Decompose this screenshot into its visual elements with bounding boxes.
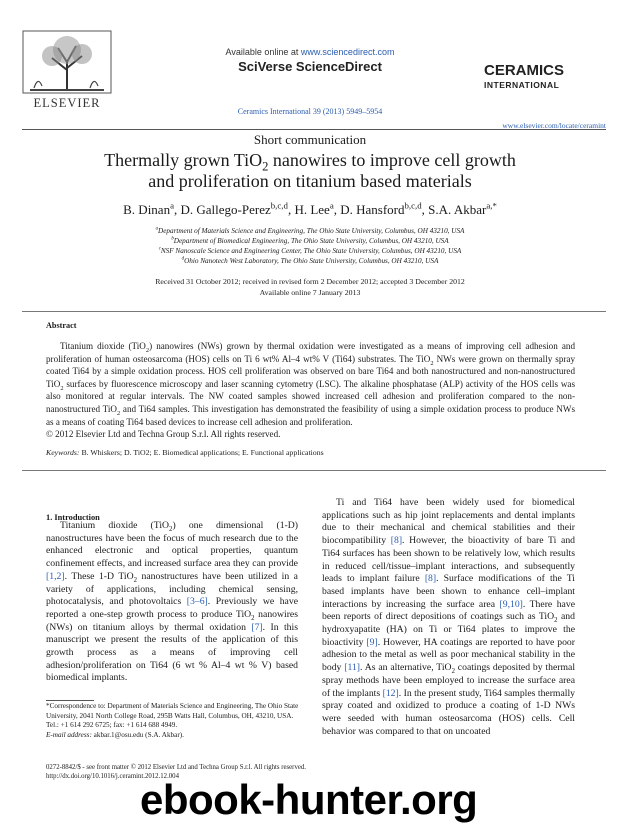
available-online-line bbox=[0, 47, 620, 57]
section-type: Short communication bbox=[253, 132, 367, 147]
intro-left-column bbox=[46, 520, 298, 685]
journal-url-link[interactable]: www.elsevier.com/locate/ceramint bbox=[502, 121, 606, 130]
intro-paragraph: Ti and Ti64 have been widely used for biomedical applications such as hip joint replacements and dental implants due to their mechanical and chemical stabilities and their biocompatibility [8]. However, the bioactivity of bare Ti and Ti64 surfaces has been shown to be relatively low, which results in reduced cell/tissue–implant interactions, and subsequently leads to implant failure [8]. Surface modifications of the Ti based implants have been shown to enhance cell–implant interactions by increasing the surface area [9,10]. There have been reports of direct depositions of coatings such as TiO$_2$ and hydroxyapatite (HA) on Ti or Ti64 plates to improve the bioactivity [9]. However, HA coatings are reported to have poor adhesion to the metal as well as poor mechanical stability in the body [11]. As an alternative, TiO$_2$ coatings deposited by thermal spray methods have been employed to increase the surface area of the implants [12]. In the present study, Ti64 samples thermally spray coated and oxidized to produce a coating of 1-D NWs were seeded with human osteosarcoma (HOS) cells. Cell behavior was compared to that on uncoated bbox=[322, 497, 576, 737]
author[interactable]: H. Lee bbox=[294, 202, 330, 217]
affiliation: $^c$NSF Nanoscale Science and Engineering Center, The Ohio State University, Columbus, OH 43210, USA bbox=[158, 246, 462, 255]
available-prefix: Available online at bbox=[225, 47, 301, 57]
title-part2: nanowires to improve cell growth bbox=[268, 150, 516, 170]
author-affil-mark: a bbox=[170, 200, 175, 211]
author[interactable]: D. Gallego-Perez bbox=[180, 202, 271, 217]
abstract-body: Titanium dioxide (TiO$_2$) nanowires (NWs) grown by thermal oxidation were investigated as a means of improving cell adhesion and proliferation of human osteosarcoma (HOS) cells on Ti 6 wt% Al–4 wt% V (Ti64) substrates. The TiO$_2$ NWs were grown on thermally spray coated Ti64 by a simple oxidation process. HOS cell proliferation was observed on bare Ti64 and both nanostructured and non-nanostructured TiO$_2$ surfaces by fluorescence microscopy and laser scanning cytometry (LSC). The alkaline phosphatase (ALP) activity of the HOS cells was also monitored at regular intervals. The NW coated samples showed increased cell adhesion and proliferation compared to the non-nanostructured TiO$_2$ and Ti64 samples. This investigation has demonstrated the feasibility of using a simple oxidation process to produce NWs as a means of coating Ti64 based devices to increase cell adhesion and proliferation. © 2012 Elsevier Ltd and Techna Group S.r.l. All rights reserved. bbox=[46, 341, 576, 440]
correspondence-footnote bbox=[46, 702, 302, 740]
keywords-label: Keywords: bbox=[46, 448, 80, 457]
author-list: B. Dinan$^a$, D. Gallego-Perez$^{b,c,d}$, H. Lee$^a$, D. Hansford$^{b,c,d}$, S.A. Akbar$^{a,*}$ bbox=[123, 200, 497, 217]
section-heading-introduction: 1. Introduction bbox=[46, 513, 100, 522]
article-title bbox=[40, 150, 580, 192]
abstract-heading: Abstract bbox=[46, 321, 77, 330]
footnote-divider bbox=[46, 700, 94, 701]
issn-line: 0272-8842/$ - see front matter © 2012 Elsevier Ltd and Techna Group S.r.l. All rights reserved. bbox=[46, 764, 306, 771]
intro-right-column bbox=[322, 497, 575, 738]
title-subscript: 2 bbox=[262, 159, 269, 174]
online-date: Available online 7 January 2013 bbox=[259, 287, 361, 297]
journal-brand-sub: INTERNATIONAL bbox=[484, 80, 560, 90]
copyright-line: © 2012 Elsevier Ltd and Techna Group S.r.l. All rights reserved. bbox=[46, 429, 281, 440]
author[interactable]: B. Dinan bbox=[123, 202, 171, 217]
sciencedirect-link[interactable]: www.sciencedirect.com bbox=[300, 47, 395, 57]
author-affil-mark: b,c,d bbox=[404, 200, 422, 211]
author-affil-mark: a bbox=[329, 200, 334, 211]
author-affil-mark: a,* bbox=[486, 200, 497, 211]
abstract-bottom-divider bbox=[22, 470, 606, 471]
email-address[interactable]: akbar.1@osu.edu (S.A. Akbar). bbox=[91, 730, 184, 739]
affiliation: $^a$Department of Materials Science and Engineering, The Ohio State University, Columbus, OH 43210, USA bbox=[155, 226, 465, 235]
affiliations bbox=[0, 226, 620, 266]
title-line2: and proliferation on titanium based materials bbox=[148, 171, 472, 191]
received-dates: Received 31 October 2012; received in revised form 2 December 2012; accepted 3 December 2012 bbox=[155, 277, 465, 286]
watermark-text: ebook-hunter.org bbox=[140, 776, 478, 823]
title-part1: Thermally grown TiO bbox=[104, 150, 263, 170]
correspondence-address: *Correspondence to: Department of Materials Science and Engineering, The Ohio State University, 2041 North College Road, 295B Watts Hall, Columbus, OH, 43210, USA. Tel.: +1 614 292 6725; fax: +1 614 688 4949. bbox=[46, 702, 299, 730]
author[interactable]: S.A. Akbar bbox=[428, 202, 487, 217]
abstract-top-divider bbox=[22, 311, 606, 312]
author-affil-mark: b,c,d bbox=[270, 200, 288, 211]
doi-link[interactable]: http://dx.doi.org/10.1016/j.ceramint.2012.12.004 bbox=[46, 773, 179, 780]
keywords bbox=[46, 448, 575, 457]
email-label: E-mail address: bbox=[46, 730, 92, 739]
article-dates bbox=[0, 277, 620, 298]
keywords-text: B. Whiskers; D. TiO2; E. Biomedical applications; E. Functional applications bbox=[79, 448, 324, 457]
journal-reference-link[interactable]: Ceramics International 39 (2013) 5949–5954 bbox=[237, 107, 383, 116]
header-divider bbox=[22, 129, 606, 130]
affiliation: $^b$Department of Biomedical Engineering, The Ohio State University, Columbus, OH 43210, USA bbox=[171, 236, 449, 245]
intro-paragraph: Titanium dioxide (TiO$_2$) one dimensional (1-D) nanostructures have been the focus of much research due to the enhanced electronic and optical properties, quantum confinement effects, and increased surface area they can provide [1,2]. These 1-D TiO$_2$ nanostructures have been utilized in a variety of applications, including chemical sensing, photocatalysis, and photovoltaics [3–6]. Previously we have reported a one-step growth process to produce TiO$_2$ nanowires (NWs) on titanium alloys by thermal oxidation [7]. In this manuscript we present the results of the application of this growth process as a means of improving cell adhesion/proliferation on Ti64 (6 wt % Al–4 wt % V) based biomedical implants. bbox=[46, 520, 298, 684]
author[interactable]: D. Hansford bbox=[340, 202, 405, 217]
publisher-name: ELSEVIER bbox=[33, 96, 101, 110]
platform-name: SciVerse ScienceDirect bbox=[238, 59, 382, 74]
journal-brand: CERAMICS bbox=[484, 62, 565, 79]
affiliation: $^d$Ohio Nanotech West Laboratory, The Ohio State University, Columbus, OH 43210, USA bbox=[181, 256, 439, 265]
